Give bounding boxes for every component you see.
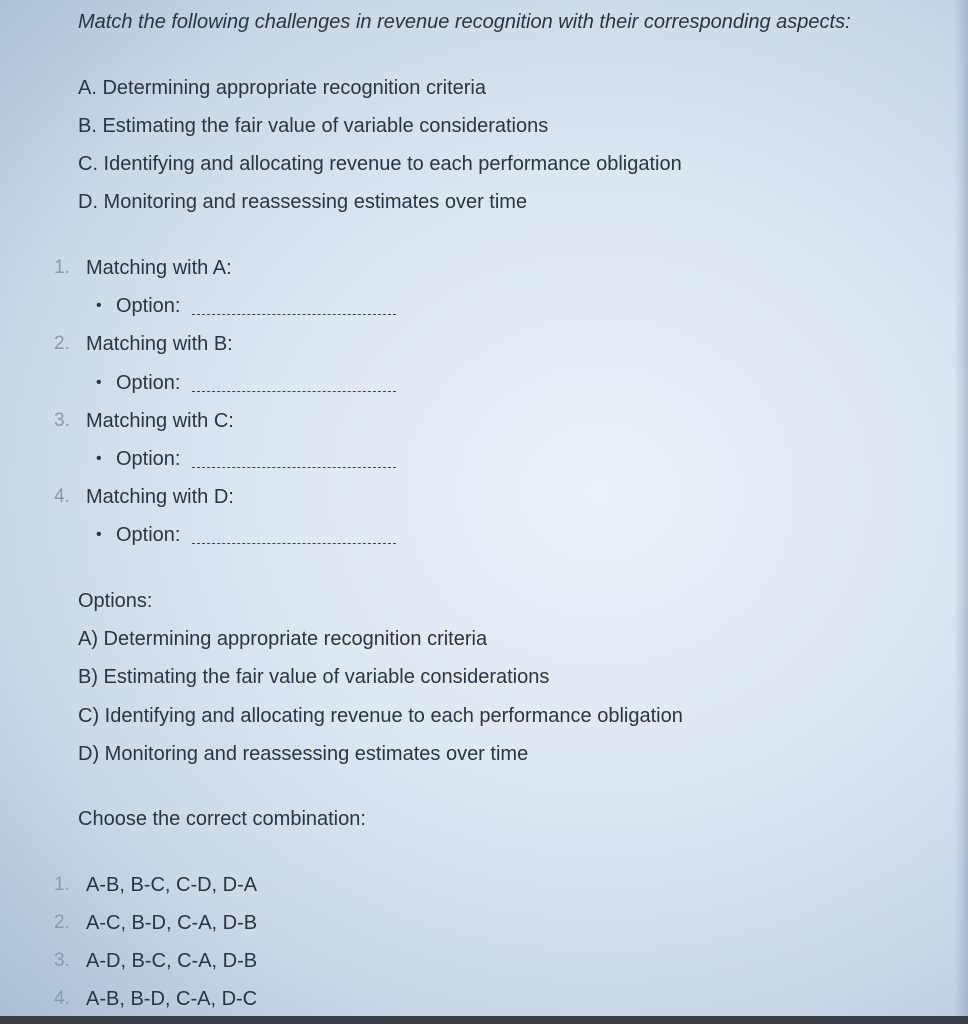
bullet-icon: • bbox=[96, 297, 102, 314]
option-label: Option: bbox=[116, 524, 181, 546]
option-a: A) Determining appropriate recognition criteria bbox=[78, 628, 488, 650]
option-b: B) Estimating the fair value of variable considerations bbox=[78, 666, 550, 688]
matching-label: Matching with B: bbox=[86, 333, 233, 355]
matching-label: Matching with C: bbox=[86, 410, 234, 432]
option-d: D) Monitoring and reassessing estimates over time bbox=[78, 743, 529, 765]
answer-blank[interactable] bbox=[192, 391, 396, 392]
answer-blank[interactable] bbox=[192, 543, 396, 544]
combination-number: 2. bbox=[54, 912, 70, 933]
combination-text: A-D, B-C, C-A, D-B bbox=[86, 950, 258, 972]
answer-blank[interactable] bbox=[192, 467, 396, 468]
bullet-icon: • bbox=[96, 526, 102, 543]
combination-number: 1. bbox=[54, 874, 70, 895]
matching-number: 4. bbox=[54, 486, 70, 507]
challenge-a: A. Determining appropriate recognition criteria bbox=[78, 77, 486, 99]
bullet-icon: • bbox=[96, 450, 102, 467]
option-label: Option: bbox=[116, 372, 181, 394]
matching-label: Matching with A: bbox=[86, 257, 232, 279]
challenge-c: C. Identifying and allocating revenue to each performance obligation bbox=[78, 153, 682, 175]
combination-text: A-B, B-C, C-D, D-A bbox=[86, 874, 258, 896]
matching-number: 3. bbox=[54, 410, 70, 431]
matching-number: 2. bbox=[54, 333, 70, 354]
matching-label: Matching with D: bbox=[86, 486, 234, 508]
challenge-b: B. Estimating the fair value of variable considerations bbox=[78, 115, 549, 137]
challenge-d: D. Monitoring and reassessing estimates over time bbox=[78, 191, 528, 213]
combination-number: 4. bbox=[54, 988, 70, 1009]
combination-text: A-B, B-D, C-A, D-C bbox=[86, 988, 258, 1010]
option-c: C) Identifying and allocating revenue to each performance obligation bbox=[78, 705, 683, 727]
question-prompt: Match the following challenges in revenue recognition with their corresponding aspects: bbox=[78, 11, 851, 33]
options-heading: Options: bbox=[78, 590, 153, 612]
edge-shadow bbox=[954, 0, 968, 1016]
combination-number: 3. bbox=[54, 950, 70, 971]
choose-heading: Choose the correct combination: bbox=[78, 808, 366, 830]
answer-blank[interactable] bbox=[192, 314, 396, 315]
combination-text: A-C, B-D, C-A, D-B bbox=[86, 912, 258, 934]
option-label: Option: bbox=[116, 448, 181, 470]
option-label: Option: bbox=[116, 295, 181, 317]
bottom-edge-bar bbox=[0, 1016, 968, 1024]
bullet-icon: • bbox=[96, 374, 102, 391]
matching-number: 1. bbox=[54, 257, 70, 278]
